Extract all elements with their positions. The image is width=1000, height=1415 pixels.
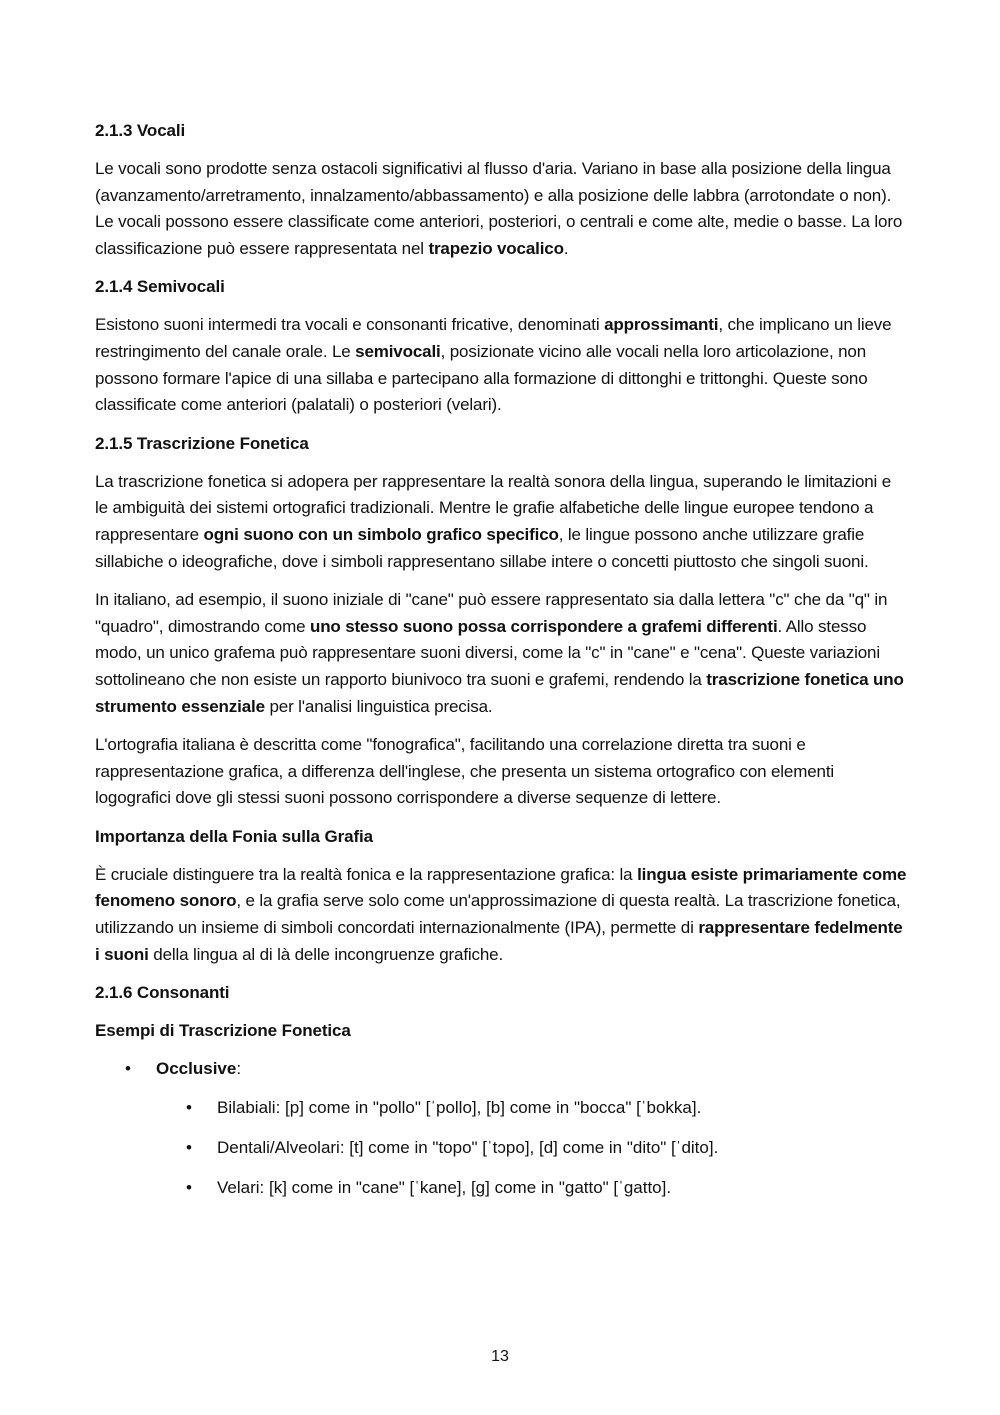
list-item-velari: • Velari: [k] come in "cane" [ˈkane], [g] come in "gatto" [ˈgatto]. — [156, 1175, 907, 1201]
consonant-list — [95, 1056, 907, 1201]
list-item-bilabiali: • Bilabiali: [p] come in "pollo" [ˈpollo], [b] come in "bocca" [ˈbokka]. — [156, 1095, 907, 1121]
paragraph-semivocali: Esistono suoni intermedi tra vocali e consonanti fricative, denominati approssimanti, che implicano un lieve restringimento del canale orale. Le semivocali, posizionate vicino alle vocali nella loro articolazione, non possono formare l'apice di una sillaba e partecipano alla formazione di dittonghi e trittonghi. Queste sono classificate come anteriori (palatali) o posteriori (velari). — [95, 315, 892, 415]
paragraph-trascrizione-3: L'ortografia italiana è descritta come "fonografica", facilitando una correlazione diretta tra suoni e rappresentazione grafica, a differenza dell'inglese, che presenta un sistema ortografico con elementi logografici dove gli stessi suoni possono corrispondere a diverse sequenze di lettere. — [95, 735, 835, 808]
paragraph-trascrizione-1: La trascrizione fonetica si adopera per rappresentare la realtà sonora della lingua, superando le limitazioni e le ambiguità dei sistemi ortografici tradizionali. Mentre le grafie alfabetiche delle lingue europee tendono a rappresentare ogni suono con un simbolo grafico specifico, le lingue possono anche utilizzare grafie sillabiche o ideografiche, dove i simboli rappresentano sillabe intere o concetti piuttosto che singoli suoni. — [95, 471, 892, 571]
heading-consonanti: 2.1.6 Consonanti — [95, 983, 230, 1003]
bullet-icon: • — [186, 1178, 192, 1198]
page-number: 13 — [491, 1348, 509, 1365]
page-content — [95, 118, 907, 1215]
heading-importanza-fonia: Importanza della Fonia sulla Grafia — [95, 826, 374, 846]
occlusive-label: Occlusive — [156, 1059, 237, 1079]
bullet-icon: • — [186, 1138, 192, 1158]
paragraph-vocali: Le vocali sono prodotte senza ostacoli significativi al flusso d'aria. Variano in base alla posizione della lingua (avanzamento/arretramento, innalzamento/abbassamento) e alla posizione delle labbra (arrotondate o non). Le vocali possono essere classificate come anteriori, posteriori, o centrali e come alte, medie o basse. La loro classificazione può essere rappresentata nel trapezio vocalico. — [95, 159, 903, 258]
paragraph-trascrizione-2: In italiano, ad esempio, il suono iniziale di "cane" può essere rappresentato sia dalla lettera "c" che da "q" in "quadro", dimostrando come uno stesso suono possa corrispondere a grafemi differenti. Allo stesso modo, un unico grafema può rappresentare suoni diversi, come la "c" in "cane" e "cena". Queste variazioni sottolineano che non esiste un rapporto biunivoco tra suoni e grafemi, rendendo la trascrizione fonetica uno strumento essenziale per l'analisi linguistica precisa. — [95, 590, 904, 716]
occlusive-sublist — [156, 1095, 907, 1201]
heading-trascrizione-fonetica: 2.1.5 Trascrizione Fonetica — [95, 433, 309, 453]
bullet-icon: • — [125, 1059, 131, 1079]
list-item-dentali: • Dentali/Alveolari: [t] come in "topo" [ˈtɔpo], [d] come in "dito" [ˈdito]. — [156, 1135, 907, 1161]
heading-semivocali: 2.1.4 Semivocali — [95, 277, 225, 297]
list-item-occlusive: • Occlusive: • Bilabiali: [p] come in "pollo" [ˈpollo], [b] come in "bocca" [ˈbokka]. • Dentali/Alveolari: [t] come in "topo" [ˈtɔpo], [d] come in "dito" [ˈdito]. • Velari: [k] come in "cane" [ˈkane], [g] come in "gatto" [ˈgatto]. — [95, 1056, 907, 1201]
heading-esempi-trascrizione: Esempi di Trascrizione Fonetica — [95, 1021, 351, 1041]
bullet-icon: • — [186, 1098, 192, 1118]
heading-vocali: 2.1.3 Vocali — [95, 121, 186, 140]
paragraph-importanza: È cruciale distinguere tra la realtà fonica e la rappresentazione grafica: la lingua esiste primariamente come fenomeno sonoro, e la grafia serve solo come un'approssimazione di questa realtà. La trascrizione fonetica, utilizzando un insieme di simboli concordati internazionalmente (IPA), permette di rappresentare fedelmente i suoni della lingua al di là delle incongruenze grafiche. — [95, 864, 907, 964]
